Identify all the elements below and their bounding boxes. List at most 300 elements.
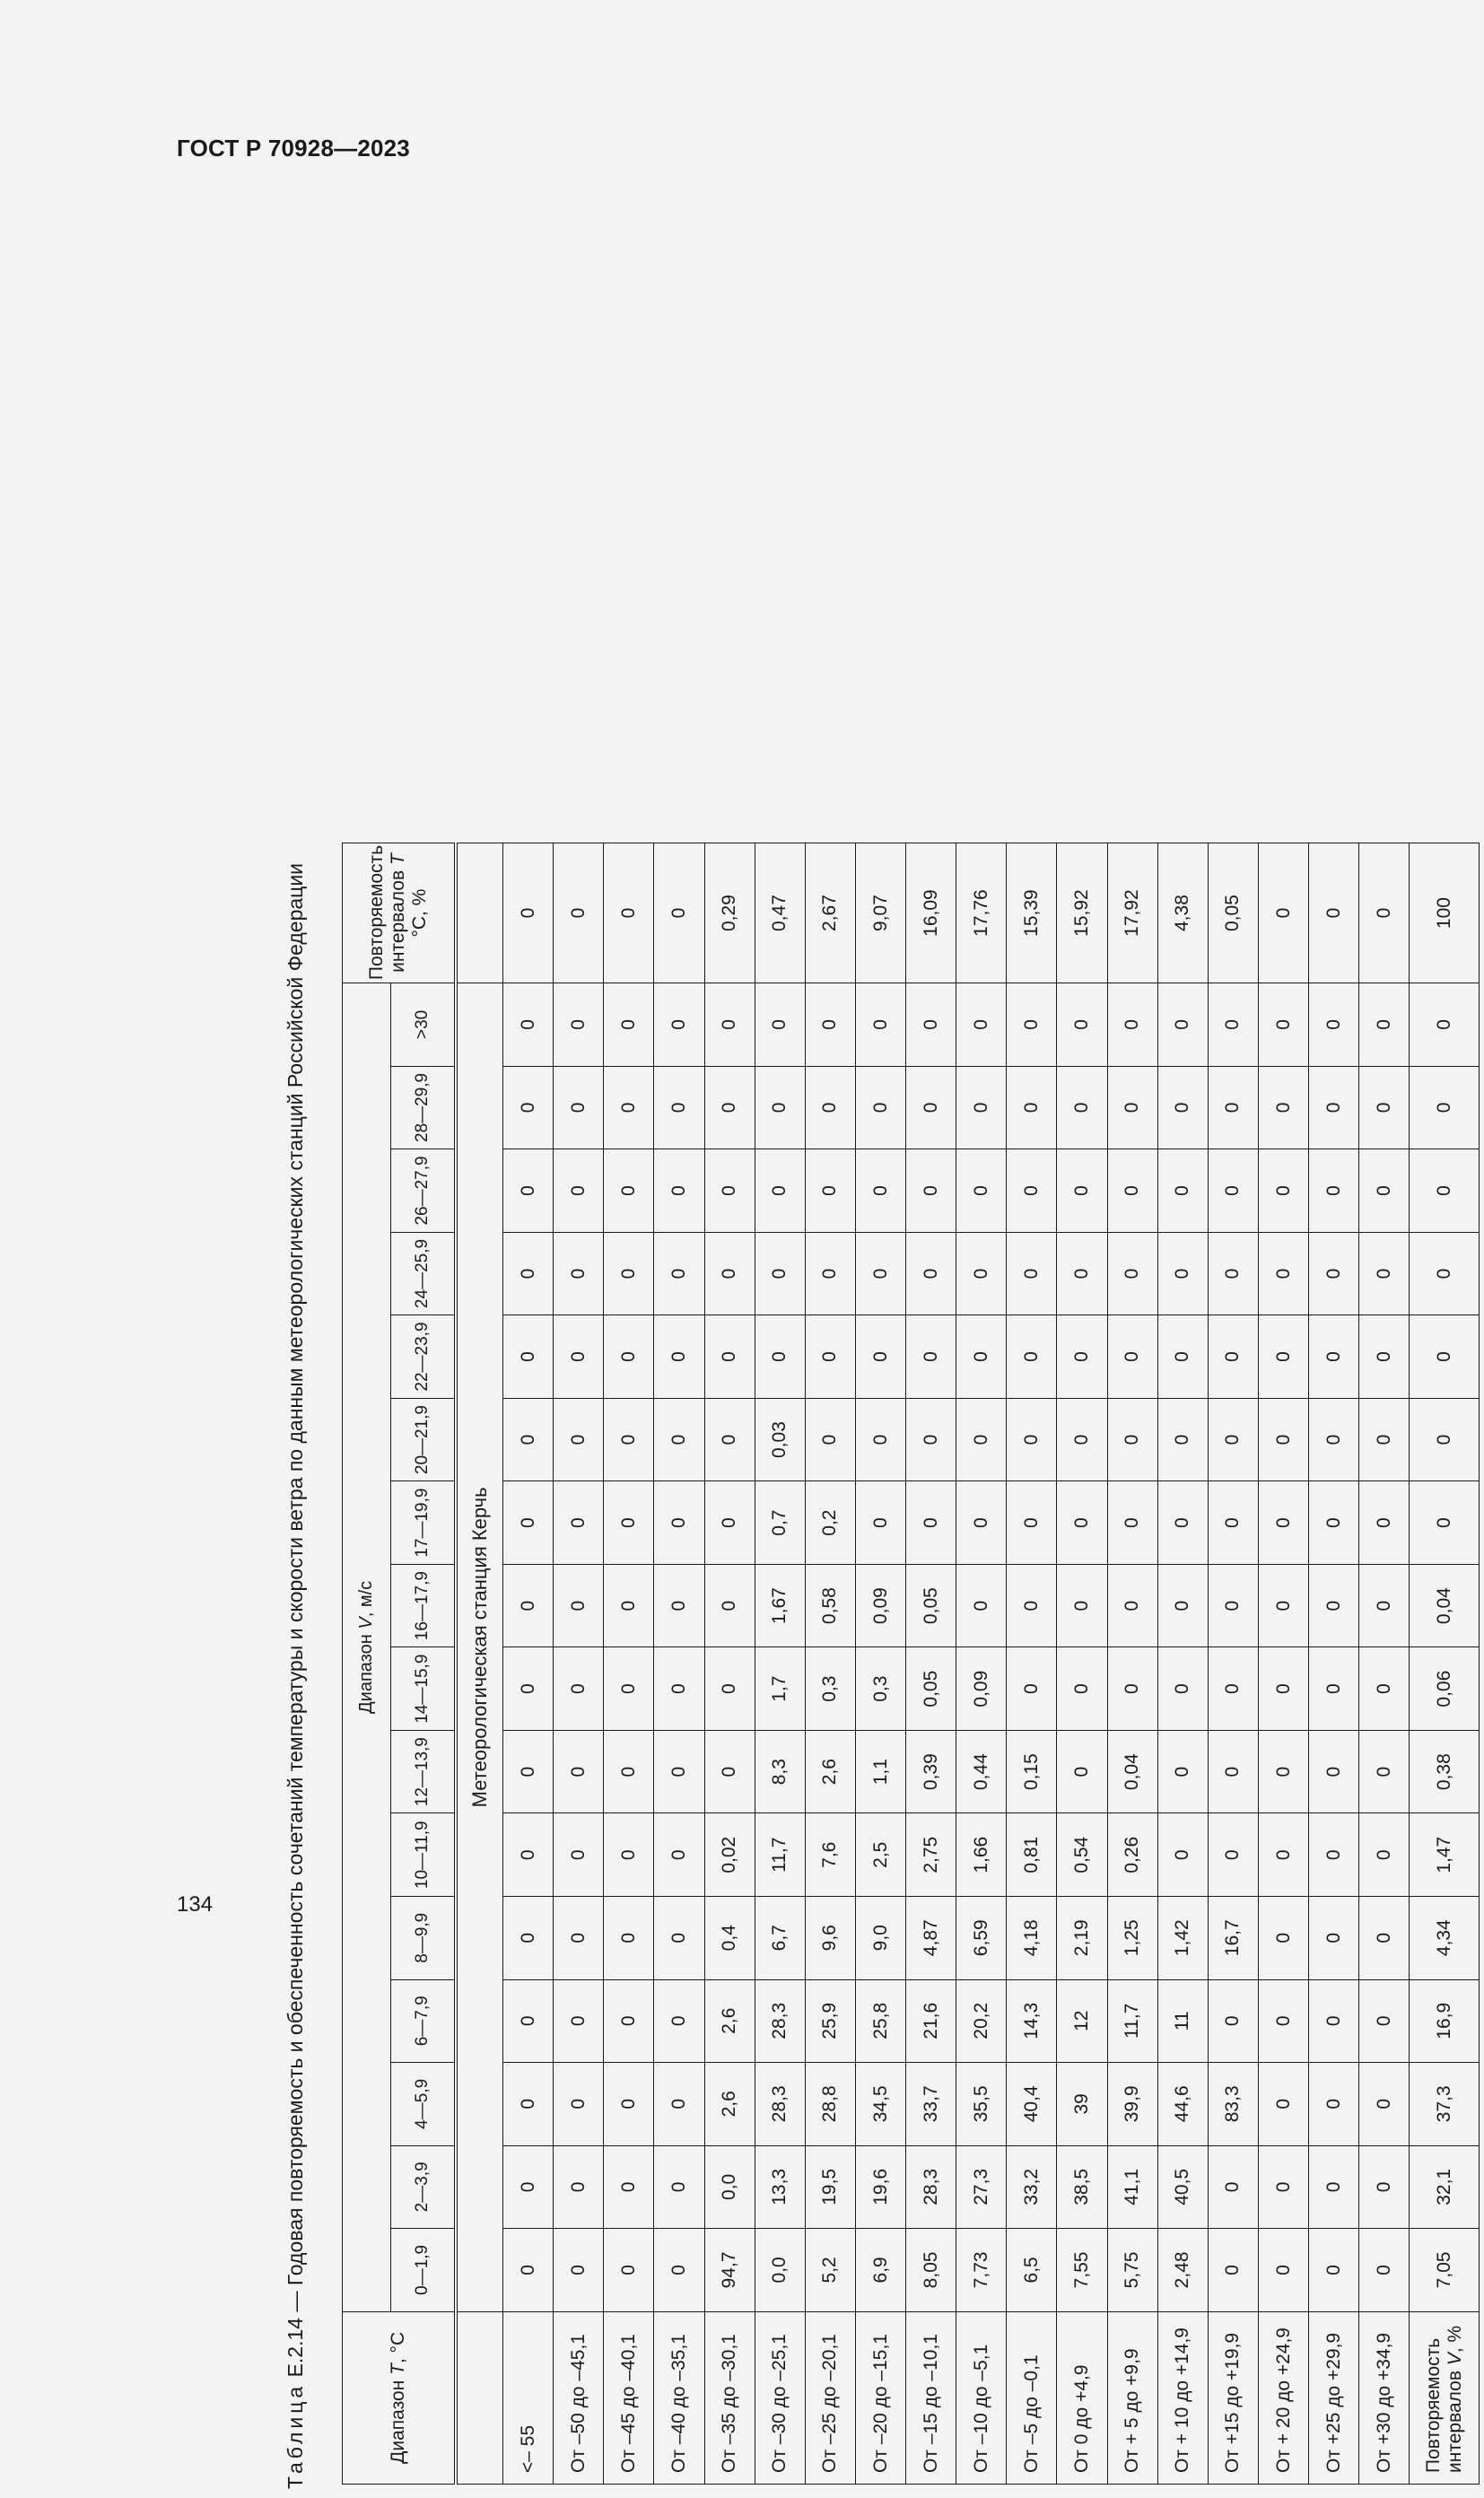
row-total: 0	[654, 843, 704, 983]
table-cell: 0	[1007, 1149, 1057, 1233]
table-cell: 0	[604, 1066, 654, 1149]
table-row	[1309, 843, 1359, 2485]
table-cell: 0	[704, 1149, 755, 1233]
table-cell: 33,2	[1007, 2145, 1057, 2229]
table-cell: 0	[503, 983, 554, 1067]
table-cell: 0	[1309, 2229, 1359, 2312]
table-cell: 0	[1359, 2145, 1410, 2229]
table-cell: 2,6	[704, 2063, 755, 2146]
table-cell: 0	[1157, 1730, 1208, 1813]
table-cell: 2,75	[906, 1813, 956, 1897]
table-cell: 0	[503, 1813, 554, 1897]
table-cell: 0	[554, 1149, 604, 1233]
station-empty-right	[456, 843, 503, 983]
table-cell: 0	[1258, 1730, 1308, 1813]
speed-range-header: Диапазон V, м/с	[343, 983, 391, 2312]
row-label: От –15 до –10,1	[906, 2311, 956, 2484]
table-cell: 0	[956, 1149, 1007, 1233]
repeat-t-header: Повторяемость интервалов T °С, %	[343, 843, 456, 983]
table-cell: 0	[1208, 2229, 1258, 2312]
table-cell: 0	[704, 1232, 755, 1315]
table-cell: 0	[906, 983, 956, 1067]
table-cell: 0	[704, 983, 755, 1067]
table-cell: 0	[1208, 1564, 1258, 1647]
table-cell: 0	[1157, 1232, 1208, 1315]
row-total: 0,47	[755, 843, 805, 983]
row-label: От –40 до –35,1	[654, 2311, 704, 2484]
table-cell: 39,9	[1107, 2063, 1157, 2146]
table-cell: 0	[906, 1149, 956, 1233]
speed-ranges-row	[391, 843, 456, 2485]
table-row	[755, 843, 805, 2485]
table-cell: 0	[503, 2145, 554, 2229]
table-cell: 0,04	[1107, 1730, 1157, 1813]
rotated-table-frame	[281, 820, 1484, 2498]
table-cell: 2,19	[1057, 1896, 1107, 1979]
table-cell: 0	[855, 983, 905, 1067]
table-cell: 0	[503, 1647, 554, 1731]
table-cell: 0	[1007, 1066, 1057, 1149]
speed-range-col-2: 4—5,9	[391, 2063, 456, 2146]
table-cell: 27,3	[956, 2145, 1007, 2229]
table-cell: 0	[1157, 1564, 1208, 1647]
table-cell: 28,3	[755, 1979, 805, 2063]
table-cell: 0	[554, 2229, 604, 2312]
table-cell: 0	[704, 1398, 755, 1481]
table-cell: 0	[1208, 1979, 1258, 2063]
table-cell: 0	[805, 1315, 855, 1399]
table-cell: 0,0	[704, 2145, 755, 2229]
table-cell: 94,7	[704, 2229, 755, 2312]
table-cell: 0	[1007, 1315, 1057, 1399]
speed-range-col-11: 22—23,9	[391, 1315, 456, 1399]
table-cell: 0	[1258, 1398, 1308, 1481]
row-label: Повторяемость интервалов V, %	[1410, 2311, 1480, 2484]
row-label: От –45 до –40,1	[604, 2311, 654, 2484]
table-cell: 0	[755, 1149, 805, 1233]
table-cell: 0	[1007, 1481, 1057, 1565]
table-cell: 28,8	[805, 2063, 855, 2146]
table-cell: 0	[1107, 1647, 1157, 1731]
table-row	[956, 843, 1007, 2485]
table-cell: 0	[503, 1481, 554, 1565]
wind-temperature-table	[342, 843, 1480, 2485]
table-cell: 14,3	[1007, 1979, 1057, 2063]
speed-range-col-0: 0—1,9	[391, 2229, 456, 2312]
table-cell: 0	[906, 1398, 956, 1481]
table-cell: 0	[554, 1232, 604, 1315]
table-row	[855, 843, 905, 2485]
table-cell: 34,5	[855, 2063, 905, 2146]
table-cell: 2,6	[704, 1979, 755, 2063]
row-total: 100	[1410, 843, 1480, 983]
document-header: ГОСТ Р 70928—2023	[177, 135, 410, 162]
table-cell: 0	[1309, 1730, 1359, 1813]
table-cell: 1,25	[1107, 1896, 1157, 1979]
table-cell: 0	[654, 1896, 704, 1979]
table-cell: 0	[1359, 1730, 1410, 1813]
table-cell: 0,39	[906, 1730, 956, 1813]
total-row	[1410, 843, 1480, 2485]
table-cell: 0	[654, 1564, 704, 1647]
table-cell: 1,47	[1410, 1813, 1480, 1897]
table-cell: 0	[604, 1730, 654, 1813]
table-cell: 0	[503, 1066, 554, 1149]
table-cell: 19,5	[805, 2145, 855, 2229]
table-cell: 0	[1107, 1315, 1157, 1399]
table-cell: 0	[1208, 1730, 1258, 1813]
table-cell: 0	[1309, 1647, 1359, 1731]
table-cell: 0,02	[704, 1813, 755, 1897]
table-row	[704, 843, 755, 2485]
table-cell: 0	[1410, 1066, 1480, 1149]
table-cell: 0	[503, 1398, 554, 1481]
table-cell: 33,7	[906, 2063, 956, 2146]
speed-range-col-6: 12—13,9	[391, 1730, 456, 1813]
table-cell: 0	[1007, 983, 1057, 1067]
table-cell: 12	[1057, 1979, 1107, 2063]
table-cell: 0	[654, 2229, 704, 2312]
table-cell: 0	[1258, 1979, 1308, 2063]
table-cell: 2,5	[855, 1813, 905, 1897]
table-cell: 0	[1057, 1564, 1107, 1647]
table-cell: 0	[654, 983, 704, 1067]
row-label: От +30 до +34,9	[1359, 2311, 1410, 2484]
table-cell: 13,3	[755, 2145, 805, 2229]
row-total: 0	[554, 843, 604, 983]
table-cell: 0	[1007, 1564, 1057, 1647]
table-cell: 28,3	[906, 2145, 956, 2229]
table-cell: 0	[956, 1481, 1007, 1565]
table-cell: 0	[1258, 2229, 1308, 2312]
table-cell: 0	[604, 1398, 654, 1481]
table-cell: 0	[554, 1564, 604, 1647]
table-cell: 1,1	[855, 1730, 905, 1813]
table-cell: 0,09	[956, 1647, 1007, 1731]
table-cell: 0	[855, 1315, 905, 1399]
table-cell: 0	[1157, 1315, 1208, 1399]
table-cell: 0	[654, 1315, 704, 1399]
speed-range-col-13: 26—27,9	[391, 1149, 456, 1233]
table-cell: 0	[1309, 1896, 1359, 1979]
table-cell: 6,5	[1007, 2229, 1057, 2312]
row-label: От + 5 до +9,9	[1107, 2311, 1157, 2484]
table-cell: 0	[956, 1564, 1007, 1647]
table-cell: 6,7	[755, 1896, 805, 1979]
table-cell: 0	[1057, 1647, 1107, 1731]
table-cell: 0	[503, 1730, 554, 1813]
table-cell: 0	[805, 1232, 855, 1315]
table-cell: 38,5	[1057, 2145, 1107, 2229]
table-cell: 0	[503, 2063, 554, 2146]
table-cell: 0,05	[906, 1647, 956, 1731]
table-cell: 1,66	[956, 1813, 1007, 1897]
table-cell: 0	[604, 1979, 654, 2063]
table-cell: 0	[906, 1232, 956, 1315]
table-cell: 0	[503, 1232, 554, 1315]
table-cell: 0	[554, 2063, 604, 2146]
table-cell: 0,54	[1057, 1813, 1107, 1897]
table-cell: 0	[1107, 1066, 1157, 1149]
table-cell: 7,05	[1410, 2229, 1480, 2312]
table-cell: 0	[604, 2063, 654, 2146]
table-cell: 0	[1309, 2145, 1359, 2229]
table-cell: 0	[1359, 1066, 1410, 1149]
table-cell: 0	[604, 1481, 654, 1565]
table-cell: 0	[503, 1149, 554, 1233]
table-cell: 9,6	[805, 1896, 855, 1979]
table-cell: 0	[1410, 1232, 1480, 1315]
table-cell: 0,0	[755, 2229, 805, 2312]
table-cell: 2,48	[1157, 2229, 1208, 2312]
speed-range-col-3: 6—7,9	[391, 1979, 456, 2063]
table-cell: 0	[604, 2145, 654, 2229]
table-cell: 0	[1309, 1149, 1359, 1233]
table-cell: 0	[1057, 1066, 1107, 1149]
table-cell: 0	[1410, 983, 1480, 1067]
table-cell: 0	[604, 1149, 654, 1233]
table-cell: 0	[956, 983, 1007, 1067]
row-total: 0	[1258, 843, 1308, 983]
table-cell: 0	[554, 2145, 604, 2229]
table-cell: 0	[1107, 1232, 1157, 1315]
table-cell: 28,3	[755, 2063, 805, 2146]
table-cell: 0	[704, 1647, 755, 1731]
table-cell: 0	[654, 1149, 704, 1233]
table-cell: 0	[805, 983, 855, 1067]
table-cell: 0	[554, 1481, 604, 1565]
table-cell: 0	[704, 1066, 755, 1149]
table-cell: 0	[956, 1232, 1007, 1315]
station-name: Метеорологическая станция Керчь	[456, 983, 503, 2312]
table-cell: 0,2	[805, 1481, 855, 1565]
table-cell: 8,3	[755, 1730, 805, 1813]
table-cell: 1,67	[755, 1564, 805, 1647]
table-cell: 0	[805, 1066, 855, 1149]
row-total: 0	[604, 843, 654, 983]
table-cell: 0	[1208, 1481, 1258, 1565]
table-cell: 0	[956, 1398, 1007, 1481]
row-total: 15,39	[1007, 843, 1057, 983]
table-cell: 0,3	[805, 1647, 855, 1731]
table-cell: 0	[755, 1066, 805, 1149]
table-cell: 0	[1359, 1315, 1410, 1399]
table-cell: 0	[1258, 1813, 1308, 1897]
table-cell: 6,9	[855, 2229, 905, 2312]
table-row	[604, 843, 654, 2485]
speed-range-col-5: 10—11,9	[391, 1813, 456, 1897]
table-cell: 0	[503, 1979, 554, 2063]
row-total: 2,67	[805, 843, 855, 983]
table-cell: 0	[1208, 1066, 1258, 1149]
table-cell: 0,04	[1410, 1564, 1480, 1647]
table-cell: 0	[1107, 1398, 1157, 1481]
table-cell: 32,1	[1410, 2145, 1480, 2229]
table-cell: 0	[1359, 2063, 1410, 2146]
table-row	[1157, 843, 1208, 2485]
table-cell: 0	[1359, 1896, 1410, 1979]
table-cell: 0	[755, 983, 805, 1067]
table-cell: 16,7	[1208, 1896, 1258, 1979]
table-row	[554, 843, 604, 2485]
table-cell: 8,05	[906, 2229, 956, 2312]
table-cell: 0	[805, 1149, 855, 1233]
table-cell: 5,75	[1107, 2229, 1157, 2312]
table-cell: 35,5	[956, 2063, 1007, 2146]
table-cell: 0	[1258, 1149, 1308, 1233]
table-cell: 0	[906, 1066, 956, 1149]
table-cell: 7,55	[1057, 2229, 1107, 2312]
table-cell: 0	[654, 1481, 704, 1565]
table-cell: 0	[1359, 1232, 1410, 1315]
table-cell: 0	[1208, 1232, 1258, 1315]
table-body	[456, 843, 1480, 2485]
row-label: От +15 до +19,9	[1208, 2311, 1258, 2484]
table-cell: 11,7	[1107, 1979, 1157, 2063]
table-cell: 0	[1057, 1232, 1107, 1315]
table-cell: 19,6	[855, 2145, 905, 2229]
table-cell: 0	[1359, 2229, 1410, 2312]
table-cell: 0,4	[704, 1896, 755, 1979]
table-cell: 7,6	[805, 1813, 855, 1897]
table-cell: 0	[1157, 1398, 1208, 1481]
table-cell: 0	[755, 1315, 805, 1399]
table-cell: 0,38	[1410, 1730, 1480, 1813]
table-cell: 0	[704, 1481, 755, 1565]
speed-range-col-1: 2—3,9	[391, 2145, 456, 2229]
table-cell: 0	[554, 1315, 604, 1399]
table-cell: 0	[1359, 1647, 1410, 1731]
table-cell: 0	[503, 1564, 554, 1647]
row-label: От –50 до –45,1	[554, 2311, 604, 2484]
table-cell: 1,7	[755, 1647, 805, 1731]
table-cell: 2,6	[805, 1730, 855, 1813]
row-total: 0,29	[704, 843, 755, 983]
table-cell: 0	[855, 1481, 905, 1565]
table-cell: 0	[1309, 1564, 1359, 1647]
table-cell: 0	[604, 1896, 654, 1979]
table-cell: 0	[1309, 1481, 1359, 1565]
row-label: От –20 до –15,1	[855, 2311, 905, 2484]
table-cell: 0	[604, 1564, 654, 1647]
row-total: 0	[1359, 843, 1410, 983]
row-total: 17,92	[1107, 843, 1157, 983]
temp-range-header: Диапазон T, °С	[343, 2311, 456, 2484]
table-cell: 6,59	[956, 1896, 1007, 1979]
row-total: 0	[503, 843, 554, 983]
table-cell: 0	[1359, 983, 1410, 1067]
table-cell: 0	[1057, 1730, 1107, 1813]
table-cell: 0	[1359, 1481, 1410, 1565]
table-cell: 0	[1007, 1647, 1057, 1731]
table-cell: 0	[654, 1398, 704, 1481]
table-cell: 0	[956, 1315, 1007, 1399]
table-cell: 0,06	[1410, 1647, 1480, 1731]
table-cell: 0	[704, 1730, 755, 1813]
table-cell: 0	[604, 1813, 654, 1897]
table-cell: 0	[1057, 1398, 1107, 1481]
table-cell: 0	[1258, 1481, 1308, 1565]
table-cell: 0	[1208, 983, 1258, 1067]
row-total: 0,05	[1208, 843, 1258, 983]
table-cell: 21,6	[906, 1979, 956, 2063]
table-cell: 0	[654, 1232, 704, 1315]
table-cell: 0	[1107, 1564, 1157, 1647]
speed-range-col-7: 14—15,9	[391, 1647, 456, 1731]
table-cell: 0	[1157, 983, 1208, 1067]
table-cell: 0	[1410, 1315, 1480, 1399]
table-cell: 0	[654, 1730, 704, 1813]
row-total: 15,92	[1057, 843, 1107, 983]
table-cell: 0	[1057, 1149, 1107, 1233]
table-cell: 0	[755, 1232, 805, 1315]
table-cell: 0	[1208, 1398, 1258, 1481]
station-empty-left	[456, 2311, 503, 2484]
table-cell: 0	[554, 1979, 604, 2063]
row-label: От –35 до –30,1	[704, 2311, 755, 2484]
row-label: От + 20 до +24,9	[1258, 2311, 1308, 2484]
table-cell: 40,5	[1157, 2145, 1208, 2229]
table-row	[503, 843, 554, 2485]
speed-range-col-4: 8—9,9	[391, 1896, 456, 1979]
table-cell: 0	[855, 1398, 905, 1481]
row-total: 0	[1309, 843, 1359, 983]
table-cell: 0	[654, 1813, 704, 1897]
table-cell: 39	[1057, 2063, 1107, 2146]
table-caption	[281, 838, 310, 2489]
caption-number: Е.2.14	[284, 2317, 307, 2378]
row-label: От –30 до –25,1	[755, 2311, 805, 2484]
table-cell: 0	[1107, 983, 1157, 1067]
table-cell: 0	[1258, 1564, 1308, 1647]
table-cell: 4,87	[906, 1896, 956, 1979]
row-total: 16,09	[906, 843, 956, 983]
table-cell: 0	[906, 1481, 956, 1565]
table-cell: 0	[1309, 2063, 1359, 2146]
table-cell: 0	[1258, 2145, 1308, 2229]
table-cell: 0	[1309, 1066, 1359, 1149]
row-total: 9,07	[855, 843, 905, 983]
table-row	[654, 843, 704, 2485]
table-cell: 0	[1057, 1481, 1107, 1565]
table-cell: 0	[503, 1896, 554, 1979]
table-row	[805, 843, 855, 2485]
table-cell: 0	[654, 2063, 704, 2146]
table-cell: 0	[1157, 1066, 1208, 1149]
table-cell: 40,4	[1007, 2063, 1057, 2146]
table-cell: 83,3	[1208, 2063, 1258, 2146]
table-row	[1057, 843, 1107, 2485]
table-row	[1007, 843, 1057, 2485]
table-cell: 0	[554, 1066, 604, 1149]
table-cell: 44,6	[1157, 2063, 1208, 2146]
table-cell: 0,7	[755, 1481, 805, 1565]
table-cell: 0	[503, 1315, 554, 1399]
table-cell: 0	[604, 1647, 654, 1731]
table-cell: 7,73	[956, 2229, 1007, 2312]
table-cell: 0	[604, 1315, 654, 1399]
table-cell: 0	[855, 1149, 905, 1233]
table-row	[1258, 843, 1308, 2485]
station-row	[456, 843, 503, 2485]
table-cell: 0,09	[855, 1564, 905, 1647]
table-cell: 0	[704, 1564, 755, 1647]
table-cell: 9,0	[855, 1896, 905, 1979]
table-cell: 0,3	[855, 1647, 905, 1731]
table-cell: 0	[1057, 1315, 1107, 1399]
table-cell: 0	[1007, 1232, 1057, 1315]
table-cell: 0,03	[755, 1398, 805, 1481]
